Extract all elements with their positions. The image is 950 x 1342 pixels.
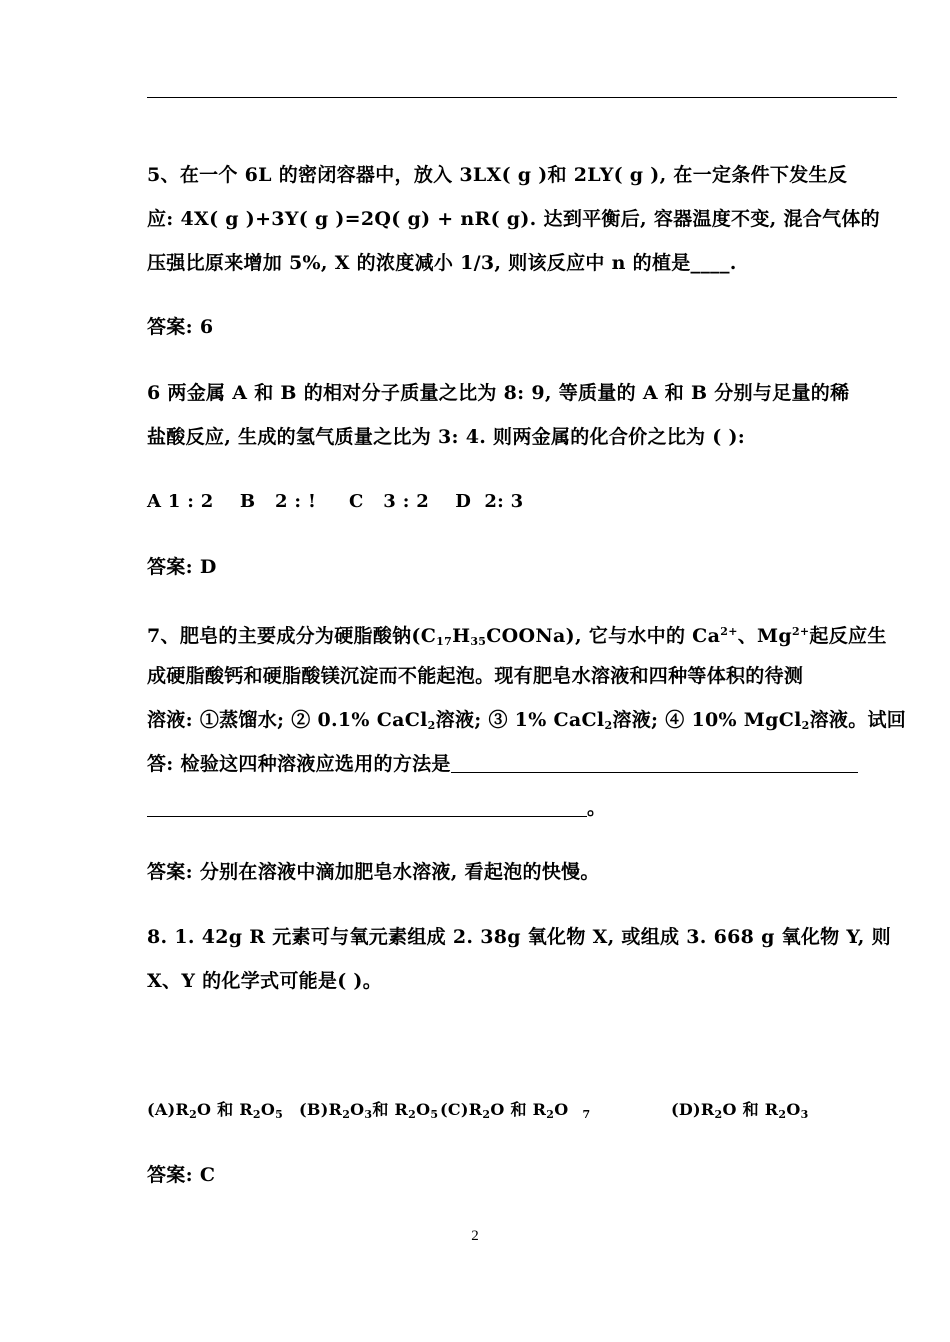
q7-text: 。 [587,797,607,819]
q7-line-5 [147,795,606,821]
subscript: 17 [436,635,453,648]
subscript: 2 [427,719,436,732]
subscript: 35 [470,635,487,648]
formula: R [328,1100,343,1119]
answer-blank-continued [147,798,587,817]
formula: 和 R [372,1100,409,1119]
q7-prompt: 答: 检验这四种溶液应选用的方法是 [147,753,451,775]
q7-line-4 [147,751,858,777]
q6-line-1: 6 两金属 A 和 B 的相对分子质量之比为 8: 9, 等质量的 A 和 B 分别与足量的稀 [147,382,850,404]
formula: O 和 R [197,1100,253,1119]
q7-text: H [452,625,471,647]
q7-text: 、Mg [737,625,792,647]
q6-answer: 答案: D [147,556,217,578]
q8-line-1: 8. 1. 42g R 元素可与氧元素组成 2. 38g 氧化物 X, 或组成 3. 668 g 氧化物 Y, 则 [147,926,891,948]
subscript: 5 [430,1108,439,1121]
q8-answer: 答案: C [147,1164,216,1186]
q7-text: COONa), 它与水中的 Ca [486,625,721,647]
q7-text: 溶液。试回 [809,709,907,731]
subscript: 2 [778,1108,787,1121]
q5-line-1: 5、在一个 6L 的密闭容器中，放入 3LX( g )和 2LY( g ), 在一定条件下发生反 [147,164,848,186]
option-label: (B) [299,1100,329,1119]
subscript: 2 [604,719,613,732]
q7-text: 起反应生 [809,625,887,647]
option-label: (A) [147,1100,176,1119]
q8-option-d [671,1097,809,1128]
option-label: (D) [671,1100,701,1119]
formula: O [786,1100,801,1119]
q6-line-2: 盐酸反应, 生成的氢气质量之比为 3: 4. 则两金属的化合价之比为 ( ): [147,426,746,448]
subscript: 2 [252,1108,261,1121]
formula: O [416,1100,431,1119]
q5-line-3: 压强比原来增加 5%, X 的浓度减小 1/3, 则该反应中 n 的植是____. [147,252,737,274]
q7-text: 7、肥皂的主要成分为硬脂酸钠(C [147,625,437,647]
q7-line-2: 成硬脂酸钙和硬脂酸镁沉淀而不能起泡。现有肥皂水溶液和四种等体积的待测 [147,665,804,687]
q5-line-2: 应: 4X( g )+3Y( g )=2Q( g) + nR( g). 达到平衡后, 容器温度不变, 混合气体的 [147,208,880,230]
q7-answer: 答案: 分别在溶液中滴加肥皂水溶液, 看起泡的快慢。 [147,861,600,883]
q8-line-2: X、Y 的化学式可能是( )。 [147,970,383,992]
subscript: 2 [408,1108,417,1121]
q5-answer: 答案: 6 [147,316,214,338]
subscript: 2 [546,1108,555,1121]
option-label: (C) [440,1100,469,1119]
subscript: 2 [342,1108,351,1121]
subscript: 2 [482,1108,491,1121]
superscript: 2+ [720,625,738,638]
subscript: 3 [364,1108,373,1121]
subscript: 2 [714,1108,723,1121]
q8-option-a [147,1097,283,1128]
formula: O 和 R [722,1100,779,1119]
formula: R [700,1100,715,1119]
q7-line-1 [147,619,887,655]
formula: O [260,1100,276,1119]
page-number: 2 [471,1228,479,1244]
subscript: 5 [275,1108,284,1121]
q7-text: 溶液; ③ 1% CaCl [435,709,605,731]
q7-text: 溶液; ④ 10% MgCl [612,709,802,731]
q8-option-c [440,1097,590,1128]
formula: R [175,1100,190,1119]
answer-blank [451,754,858,773]
q7-line-3 [147,707,906,739]
q8-option-b [299,1097,438,1128]
subscript: 2 [189,1108,198,1121]
formula: O [350,1100,365,1119]
superscript: 2+ [791,625,810,638]
subscript: 2 [801,719,810,732]
q6-options: A 1 : 2 B 2 : ! C 3 : 2 D 2: 3 [147,491,524,512]
formula: R [468,1100,483,1119]
formula: O 和 R [490,1100,547,1119]
formula: O [554,1100,569,1119]
subscript: 3 [800,1108,809,1121]
header-rule [147,97,897,98]
q7-text: 溶液: ①蒸馏水; ② 0.1% CaCl [147,709,428,731]
subscript: 7 [582,1108,591,1121]
